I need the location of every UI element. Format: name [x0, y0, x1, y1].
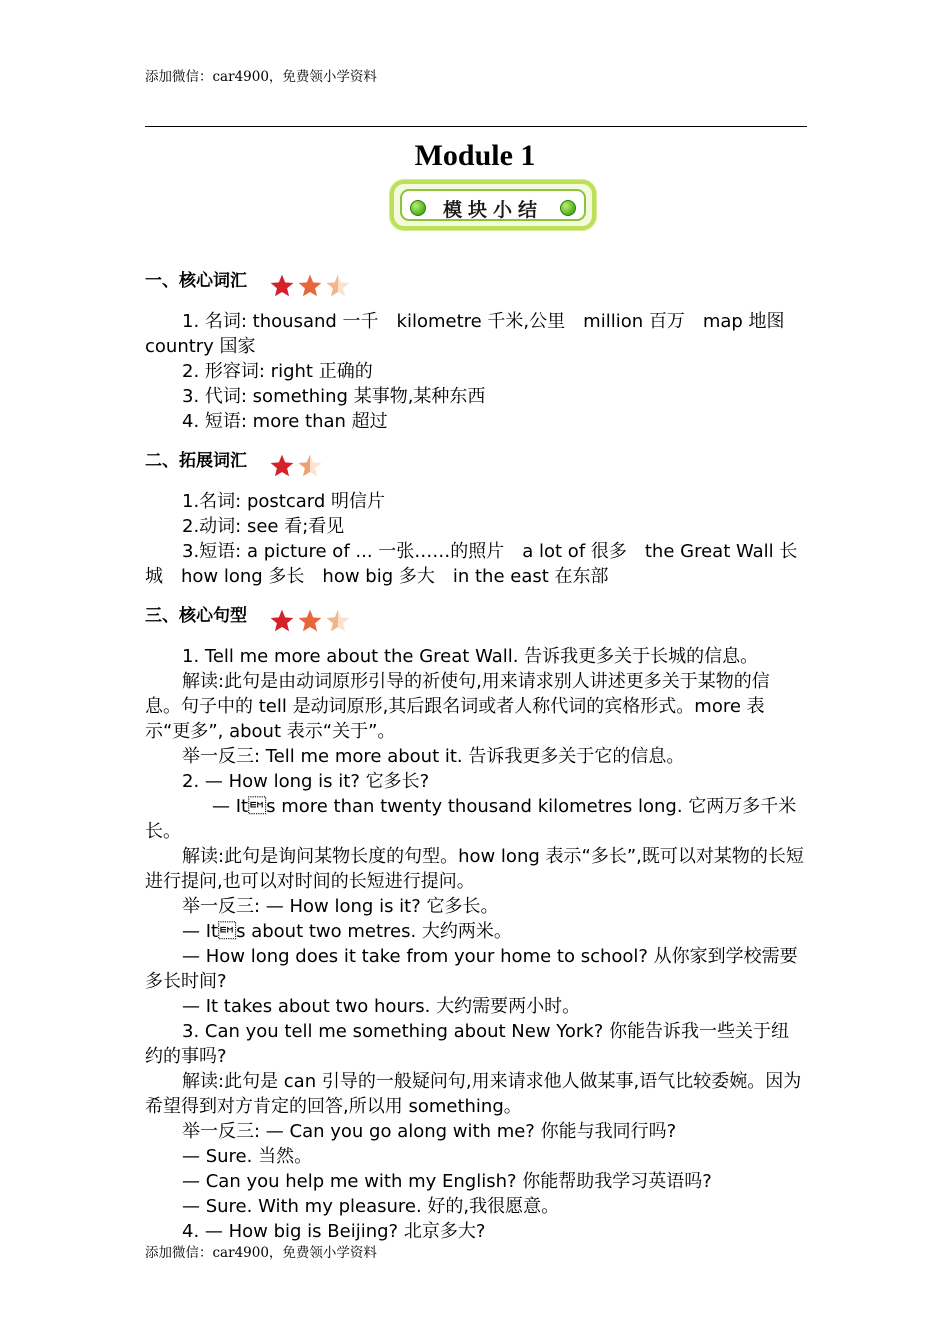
- star-rating: [269, 602, 347, 630]
- half-star-icon: [325, 273, 351, 299]
- vocab-line: 4. 短语: more than 超过: [182, 411, 388, 432]
- page-title: Module 1: [414, 139, 536, 172]
- vocab-line: 1. 名词: thousand 一千 kilometre 千米,公里 million 百万 map 地图 country 国家: [145, 311, 803, 357]
- sentence-line: 1. Tell me more about the Great Wall. 告诉我更多关于长城的信息。: [182, 646, 759, 667]
- section-heading-label: 一、核心词汇: [145, 271, 247, 291]
- module-summary-badge: [390, 180, 596, 230]
- footer-note: 添加微信：car4900，免费领小学资料: [145, 1245, 377, 1261]
- section-heading-label: 三、核心句型: [145, 606, 247, 626]
- vocab-line: 3.短语: a picture of ... 一张……的照片 a lot of 很多 the Great Wall 长城 how long 多长 how big 多大 in the east 在东部: [145, 541, 798, 587]
- example-line: — Can you help me with my English? 你能帮助我学习英语吗?: [182, 1171, 712, 1192]
- star-icon: [269, 608, 295, 634]
- example-line: — Sure. With my pleasure. 好的,我很愿意。: [182, 1196, 560, 1217]
- document-body: [145, 262, 805, 1244]
- half-star-icon: [297, 453, 323, 479]
- example-line: 举一反三: — Can you go along with me? 你能与我同行吗?: [182, 1121, 677, 1142]
- vocab-line: 3. 代词: something 某事物,某种东西: [182, 386, 486, 407]
- header-note: 添加微信：car4900，免费领小学资料: [145, 69, 377, 85]
- example-line: — How long does it take from your home to school? 从你家到学校需要多长时间?: [145, 946, 798, 992]
- explanation-text: 解读:此句是由动词原形引导的祈使句,用来请求别人讲述更多关于某物的信息。句子中的 tell 是动词原形,其后跟名词或者人称代词的宾格形式。more 表示“更多”, about 表示“关于”。: [145, 671, 770, 742]
- star-icon: [297, 608, 323, 634]
- star-icon: [269, 273, 295, 299]
- section-heading-extended-vocabulary: [145, 442, 805, 480]
- badge-label: 模块小结: [442, 199, 543, 221]
- sentence-line: 2. — How long is it? 它多长?: [182, 771, 430, 792]
- section-heading-core-sentences: [145, 597, 805, 635]
- badge-inner-frame: [400, 189, 586, 221]
- star-rating: [269, 447, 319, 475]
- example-line: — It takes about two hours. 大约需要两小时。: [182, 996, 581, 1017]
- example-line: — Its about two metres. 大约两米。: [182, 921, 512, 942]
- star-icon: [297, 273, 323, 299]
- vocab-line: 2. 形容词: right 正确的: [182, 361, 373, 382]
- example-line: 举一反三: — How long is it? 它多长。: [182, 896, 499, 917]
- header-rule: [145, 126, 807, 127]
- green-dot-icon: [560, 200, 576, 216]
- star-rating: [269, 267, 347, 295]
- example-line: 举一反三: Tell me more about it. 告诉我更多关于它的信息。: [182, 746, 685, 767]
- section-heading-label: 二、拓展词汇: [145, 451, 247, 471]
- star-icon: [269, 453, 295, 479]
- explanation-text: 解读:此句是 can 引导的一般疑问句,用来请求他人做某事,语气比较委婉。因为希望得到对方肯定的回答,所以用 something。: [145, 1071, 802, 1117]
- half-star-icon: [325, 608, 351, 634]
- sentence-line: 3. Can you tell me something about New York? 你能告诉我一些关于纽约的事吗?: [145, 1021, 789, 1067]
- vocab-line: 1.名词: postcard 明信片: [182, 491, 385, 512]
- section-heading-core-vocabulary: [145, 262, 805, 300]
- explanation-text: 解读:此句是询问某物长度的句型。how long 表示“多长”,既可以对某物的长短进行提问,也可以对时间的长短进行提问。: [145, 846, 804, 892]
- example-line: — Sure. 当然。: [182, 1146, 313, 1167]
- sentence-line: 4. — How big is Beijing? 北京多大?: [182, 1221, 486, 1242]
- sentence-line: — Its more than twenty thousand kilometres long. 它两万多千米长。: [145, 796, 797, 842]
- vocab-line: 2.动词: see 看;看见: [182, 516, 345, 537]
